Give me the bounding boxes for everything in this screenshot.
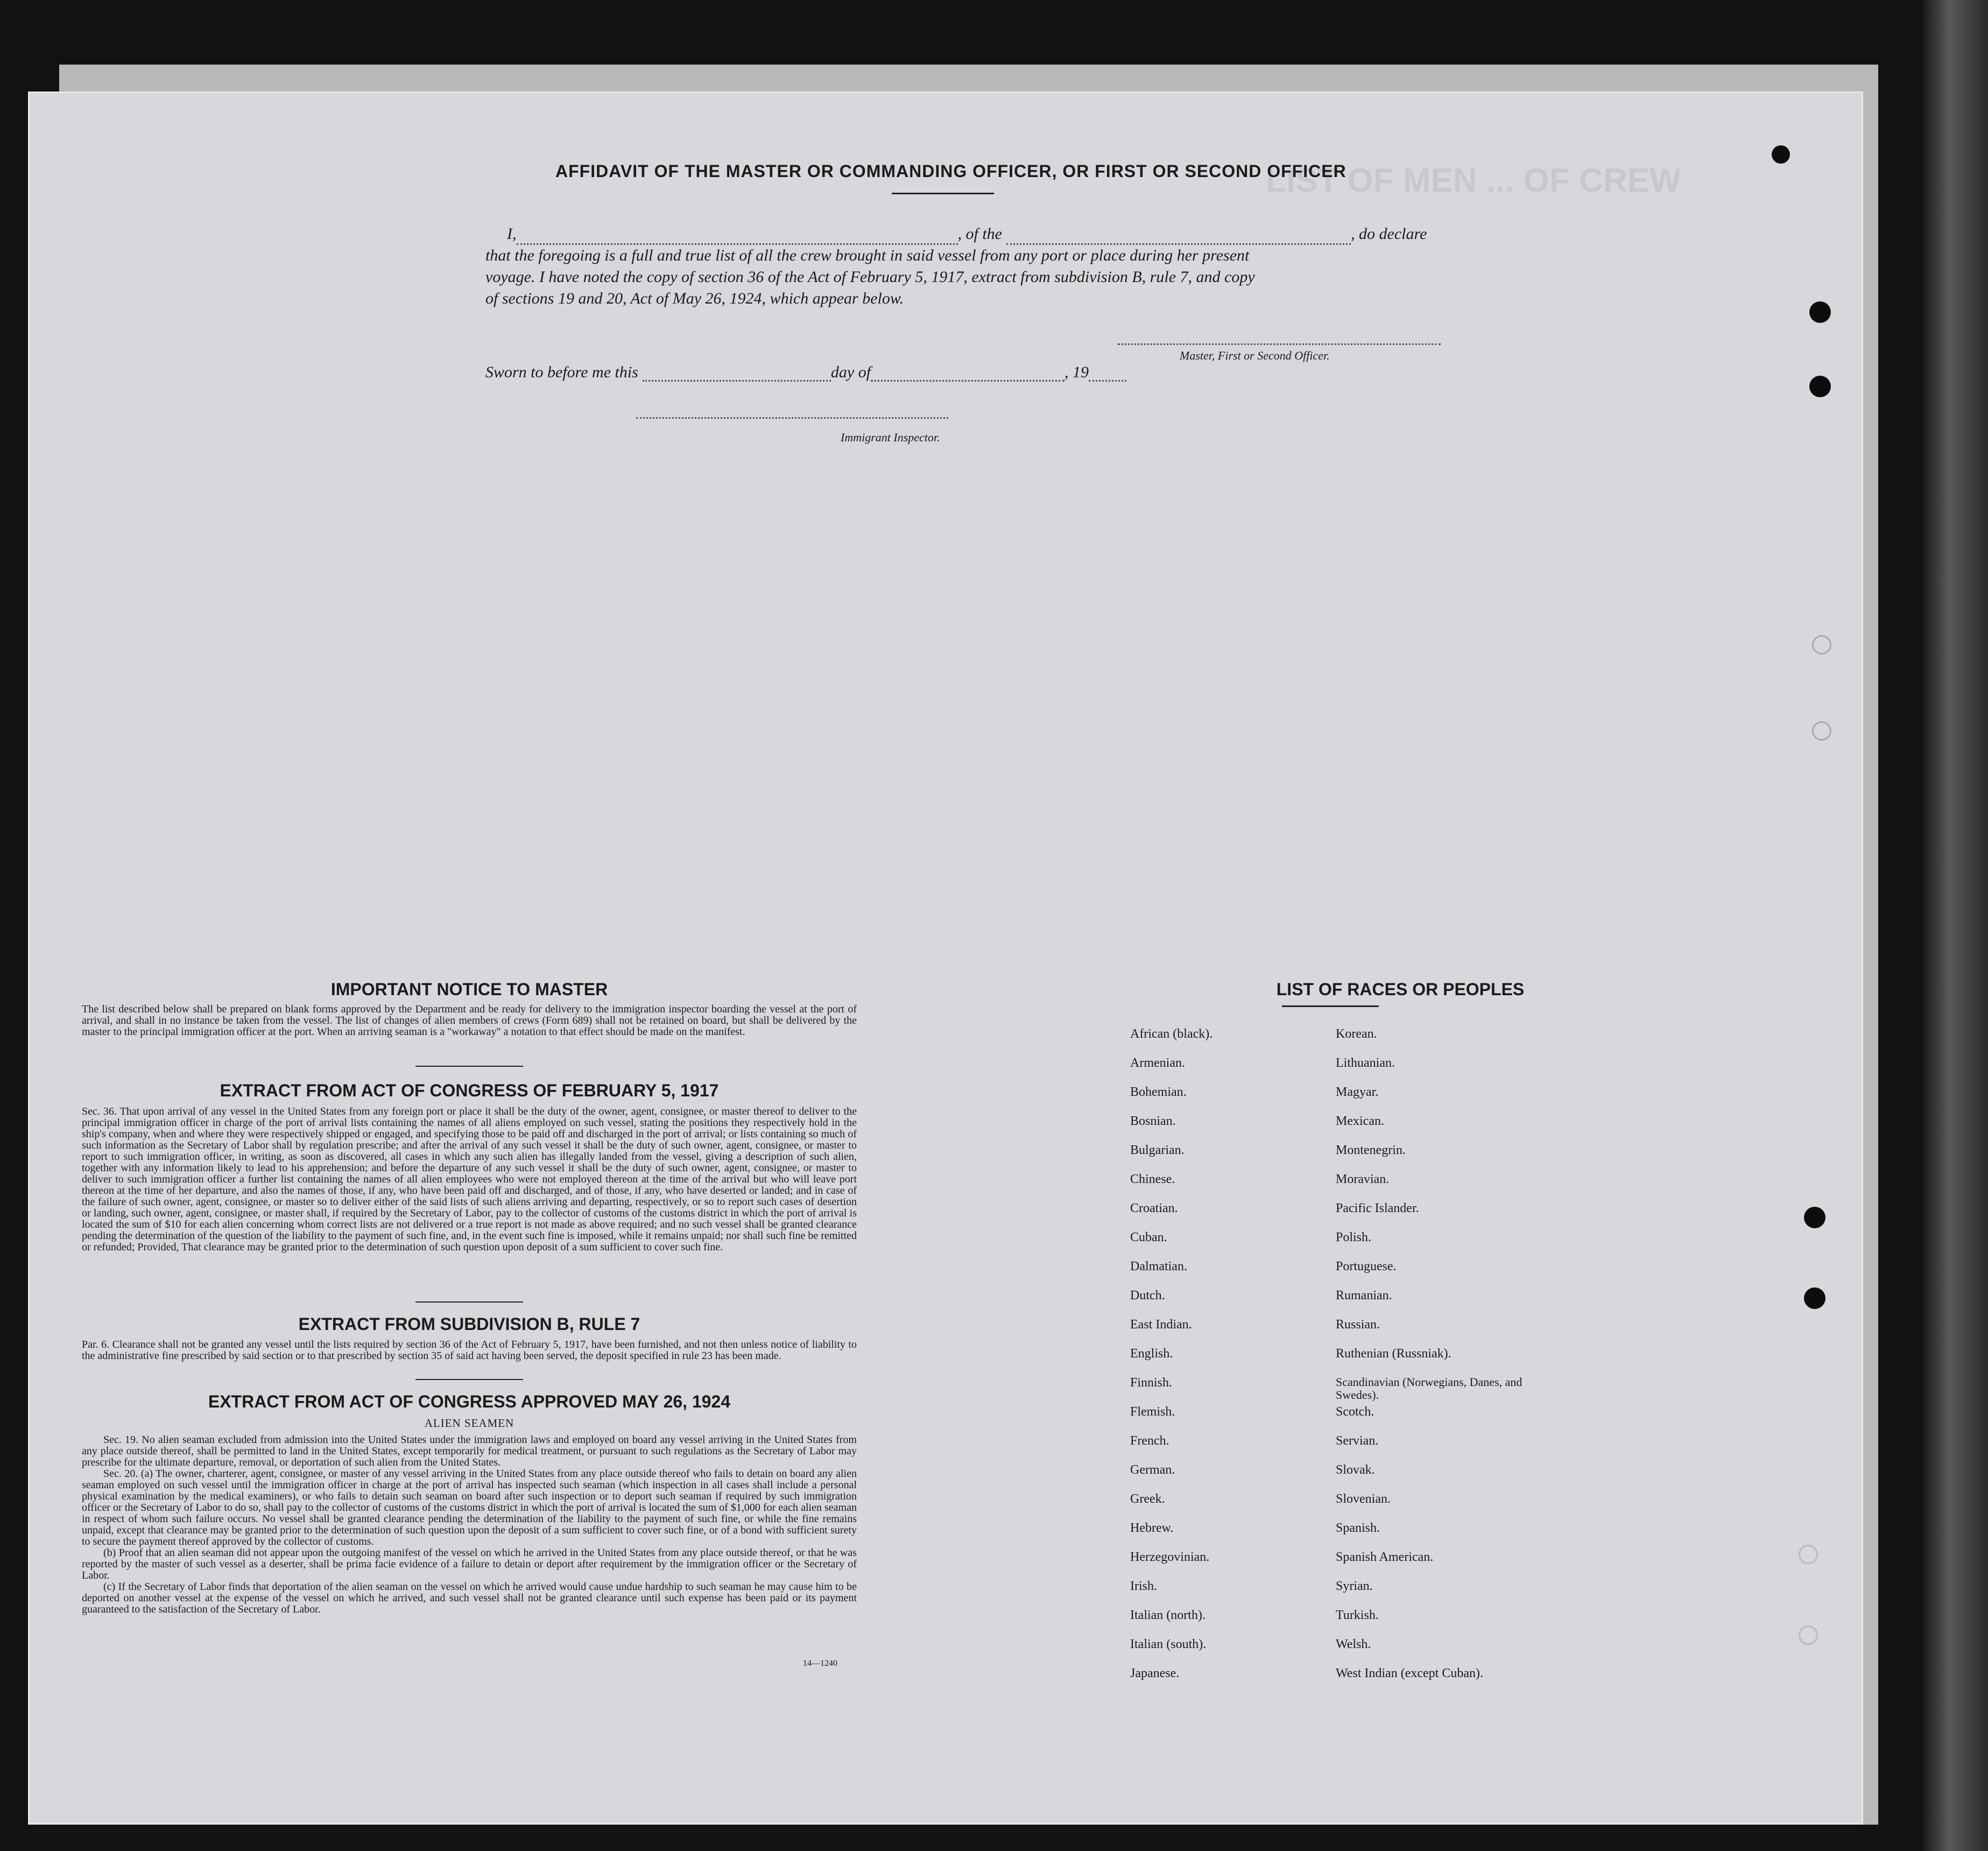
race-item: Italian (north). <box>1130 1608 1206 1622</box>
extract-1917-text: Sec. 36. That upon arrival of any vessel in the United States from any foreign port or place it shall be the duty of the owner, agent, consignee, or master thereof to deliver to the principal immigration officer in charge of the port of arrival lists containing the names of all aliens employed on such vessel, stating the positions they respectively hold in the ship's company, when and where they were respectively shipped or engaged, and specifying those to be paid off and discharged in the port of arrival; or lists containing so much of such information as the Secretary of Labor shall by regulation prescribe; and after the arrival of any such vessel it shall be the duty of such owner, agent, consignee, or master to report to such immigration officer, in writing, as soon as discovered, all cases in which any such alien has illegally landed from the vessel, giving a description of such alien, together with any information likely to lead to his apprehension; and before the departure of any such vessel it shall be the duty of such owner, agent, consignee, or master to deliver to such immigration officer a further list containing the names of all alien employees who were not employed thereon at the time of the arrival but who will leave port thereon at the time of her departure, and also the names of those, if any, who have been paid off and discharged, and of those, if any, who have deserted or landed; and in case of the failure of such owner, agent, consignee, or master so to deliver either of the said lists of such aliens arriving and departing, respectively, or so to report such cases of desertion or landing, such owner, agent, consignee, or master shall, if required by the Secretary of Labor, pay to the collector of customs of the customs district in which the port of arrival is located the sum of $10 for each alien concerning whom correct lists are not delivered or a true report is not made as above required; and no such vessel shall be granted clearance pending the determination of the question of the liability to the payment of such fine, and, in the event such fine is imposed, while it remains unpaid; nor shall such fine be remitted or refunded; Provided, That clearance may be granted prior to the determination of such question upon deposit of a sum sufficient to cover such fine. <box>82 1106 857 1253</box>
race-item: Scandinavian (Norwegians, Danes, and Swedes). <box>1336 1375 1522 1402</box>
notice-text: The list described below shall be prepared on blank forms approved by the Department and be ready for delivery to the immigration inspector boarding the vessel at the port of arrival, and shall in no instance be taken from the vessel. The list of changes of alien members of crews (Form 689) shall not be retained on board, but shall be delivered by the master to the principal immigration officer at the port. When an arriving seaman is a "workaway" a notation to that effect should be made on the manifest. <box>82 1003 857 1038</box>
race-item: Armenian. <box>1130 1056 1185 1070</box>
master-signature-label: Master, First or Second Officer. <box>1180 349 1330 362</box>
title-divider <box>892 193 994 194</box>
section-20b-text: (b) Proof that an alien seaman did not appear upon the outgoing manifest of the vessel on which he arrived in the United States from any place outside thereof, or that he was reported by the master of such vessel as a deserter, shall be prima facie evidence of a failure to detain or deport after requirement by the immigration officer or the Secretary of Labor. <box>82 1547 857 1581</box>
race-item: Pacific Islander. <box>1336 1201 1419 1215</box>
race-item: Chinese. <box>1130 1172 1175 1186</box>
affidavit-i: I, <box>507 225 517 243</box>
extract-1924-title: EXTRACT FROM ACT OF CONGRESS APPROVED MAY 26, 1924 <box>208 1392 731 1411</box>
affidavit-title: AFFIDAVIT OF THE MASTER OR COMMANDING OFFICER, OR FIRST OR SECOND OFFICER <box>555 161 1347 181</box>
race-item: English. <box>1130 1347 1173 1361</box>
section-divider <box>415 1066 523 1067</box>
race-item: Scotch. <box>1336 1405 1374 1419</box>
extract-1917-title: EXTRACT FROM ACT OF CONGRESS OF FEBRUARY 5, 1917 <box>220 1081 719 1100</box>
punch-hole <box>1809 301 1831 323</box>
section-20c-text: (c) If the Secretary of Labor finds that deportation of the alien seaman on the vessel on which he arrived would cause undue hardship to such seaman he may cause him to be deported on another vessel at the expense of the vessel on which he arrived, and such vessel shall not be granted clearance until such expense has been paid or its payment guaranteed to the satisfaction of the Secretary of Labor. <box>82 1581 857 1615</box>
race-item: Syrian. <box>1336 1579 1373 1593</box>
section-divider <box>415 1301 523 1303</box>
race-item: Servian. <box>1336 1434 1379 1448</box>
bleed-through-heading: LIST OF MEN ... OF CREW <box>1266 162 1681 199</box>
race-item: Irish. <box>1130 1579 1157 1593</box>
race-item: German. <box>1130 1463 1175 1477</box>
notice-title: IMPORTANT NOTICE TO MASTER <box>330 980 608 999</box>
sworn-month-field[interactable] <box>871 380 1065 382</box>
binder-ring <box>1812 635 1831 654</box>
race-item: Slovak. <box>1336 1463 1375 1477</box>
race-item: Finnish. <box>1130 1376 1173 1390</box>
race-item: Dalmatian. <box>1130 1259 1187 1273</box>
race-item: African (black). <box>1130 1027 1213 1041</box>
race-item: Russian. <box>1336 1318 1380 1332</box>
race-item: Italian (south). <box>1130 1637 1207 1651</box>
form-number: 14—1240 <box>803 1659 837 1668</box>
race-item: Moravian. <box>1336 1172 1390 1186</box>
race-item: Polish. <box>1336 1230 1372 1244</box>
affidavit-of-the: , of the <box>957 225 1002 243</box>
race-item: Lithuanian. <box>1336 1056 1395 1070</box>
affidavit-line-2: voyage. I have noted the copy of section 36 of the Act of February 5, 1917, extract from subdivision B, rule 7, and copy <box>485 268 1255 286</box>
inspector-signature-line[interactable] <box>636 417 948 419</box>
day-of-label: day of <box>830 363 871 381</box>
sworn-year-field[interactable] <box>1089 380 1126 382</box>
race-item: Spanish. <box>1336 1521 1380 1535</box>
race-item: Slovenian. <box>1336 1492 1391 1506</box>
affidavit-declaration <box>485 223 1481 309</box>
master-signature-line[interactable] <box>1118 343 1441 345</box>
race-item: East Indian. <box>1130 1318 1192 1332</box>
binder-ring <box>1799 1625 1818 1645</box>
rule7-title: EXTRACT FROM SUBDIVISION B, RULE 7 <box>298 1314 640 1334</box>
race-item: French. <box>1130 1434 1169 1448</box>
race-item: Japanese. <box>1130 1666 1180 1680</box>
sworn-line <box>485 363 1126 382</box>
affidavit-line-1: that the foregoing is a full and true list of all the crew brought in said vessel from any port or place during her present <box>485 247 1250 264</box>
races-title: LIST OF RACES OR PEOPLES <box>1276 980 1525 999</box>
race-item: West Indian (except Cuban). <box>1336 1666 1483 1680</box>
binder-ring <box>1812 721 1831 741</box>
races-divider <box>1282 1005 1379 1007</box>
race-item: Welsh. <box>1336 1637 1371 1651</box>
punch-hole <box>1772 145 1790 164</box>
document-page <box>28 92 1863 1825</box>
affidavit-line-3: of sections 19 and 20, Act of May 26, 1924, which appear below. <box>485 290 904 307</box>
race-item: Mexican. <box>1336 1114 1384 1128</box>
punch-hole <box>1804 1287 1825 1309</box>
inspector-signature-label: Immigrant Inspector. <box>841 431 940 444</box>
race-item: Ruthenian (Russniak). <box>1336 1347 1451 1361</box>
affidavit-do-declare: , do declare <box>1351 225 1427 243</box>
race-item: Spanish American. <box>1336 1550 1434 1564</box>
race-item: Turkish. <box>1336 1608 1379 1622</box>
race-item: Bosnian. <box>1130 1114 1176 1128</box>
race-item: Greek. <box>1130 1492 1165 1506</box>
race-item: Hebrew. <box>1130 1521 1174 1535</box>
race-item: Croatian. <box>1130 1201 1178 1215</box>
race-item: Portuguese. <box>1336 1259 1397 1273</box>
rule7-text: Par. 6. Clearance shall not be granted any vessel until the lists required by section 36 of the Act of February 5, 1917, have been furnished, and not then unless notice of liability to the administrative fine prescribed by said section or to that prescribed by section 35 of said act having been served, the deposit specified in rule 23 has been made. <box>82 1339 857 1362</box>
binder-ring <box>1799 1545 1818 1564</box>
section-20a-text: Sec. 20. (a) The owner, charterer, agent, consignee, or master of any vessel arriving in the United States from any place outside thereof who fails to detain on board any alien seaman employed on such vessel until the immigration officer in charge at the port of arrival has inspected such seaman (which inspection in all cases shall include a personal physical examination by the medical examiners), or who fails to detain such seaman on board after such inspection or to deport such seaman if required by such immigration officer or the Secretary of Labor to do so, shall pay to the collector of customs of the customs district in which the port of arrival is located the sum of $1,000 for each alien seaman in respect of whom such failure occurs. No vessel shall be granted clearance pending the determination of the liability to the payment of such fine, or while the fine remains unpaid, except that clearance may be granted prior to the determination of such question upon the deposit of a sum sufficient to cover such fine, or of a bond with sufficient surety to secure the payment thereof approved by the collector of customs. <box>82 1468 857 1547</box>
punch-hole <box>1809 376 1831 397</box>
alien-seamen-subtitle: ALIEN SEAMEN <box>424 1417 514 1430</box>
race-item: Rumanian. <box>1336 1289 1392 1303</box>
race-item: Herzegovinian. <box>1130 1550 1210 1564</box>
race-item: Magyar. <box>1336 1085 1379 1099</box>
race-item: Bohemian. <box>1130 1085 1187 1099</box>
section-19-text: Sec. 19. No alien seaman excluded from admission into the United States under the immigration laws and employed on board any vessel arriving in the United States from any place outside thereof, shall be permitted to land in the United States, except temporarily for medical treatment, or pursuant to such regulations as the Secretary of Labor may prescribe for the ultimate departure, removal, or deportation of such alien from the United States. <box>82 1434 857 1468</box>
punch-hole <box>1804 1207 1825 1228</box>
race-item: Korean. <box>1336 1027 1377 1041</box>
race-item: Cuban. <box>1130 1230 1167 1244</box>
extract-1924-body <box>82 1434 857 1615</box>
section-divider <box>415 1379 523 1380</box>
sworn-label: Sworn to before me this <box>485 363 638 381</box>
race-item: Flemish. <box>1130 1405 1175 1419</box>
race-item: Dutch. <box>1130 1289 1165 1303</box>
sworn-day-field[interactable] <box>643 380 831 382</box>
binder-edge <box>1923 0 1988 1851</box>
race-item: Montenegrin. <box>1336 1143 1406 1157</box>
race-item: Bulgarian. <box>1130 1143 1185 1157</box>
year-label: , 19 <box>1065 363 1089 381</box>
